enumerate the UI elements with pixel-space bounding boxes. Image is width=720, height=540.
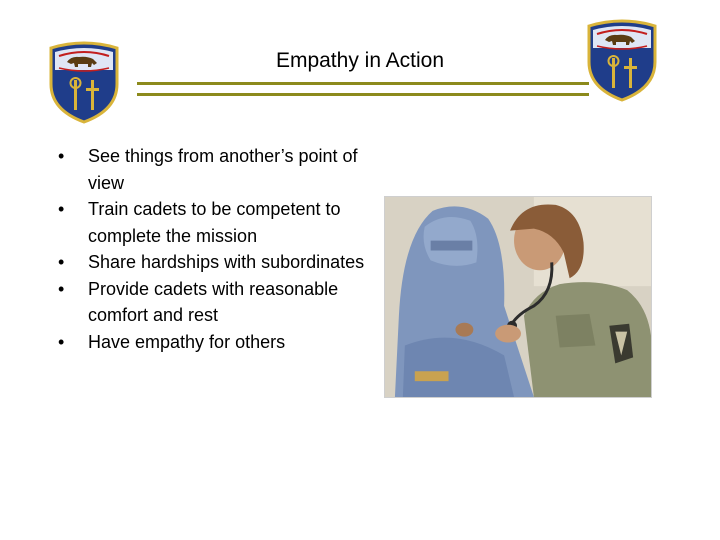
bullet-marker: • <box>58 146 65 166</box>
bullet-item <box>58 249 368 276</box>
bullet-item <box>58 196 368 249</box>
bullet-marker: • <box>58 199 65 219</box>
bullet-marker: • <box>58 252 65 272</box>
slide-title: Empathy in Action <box>275 49 445 72</box>
cadet-command-crest-icon <box>47 40 121 124</box>
bullet-item <box>58 329 368 356</box>
soldier-medic-photo <box>384 196 652 398</box>
bullet-item <box>58 276 368 329</box>
cadet-command-crest-icon <box>585 18 659 102</box>
bullet-text: Share hardships with subordinates <box>88 252 365 272</box>
bullet-list <box>58 143 368 355</box>
bullet-marker: • <box>58 278 65 299</box>
bullet-item <box>58 143 368 196</box>
bullet-text: Train cadets to be competent to complete the mission <box>88 199 341 246</box>
bullet-text: Provide cadets with reasonable comfort and rest <box>88 278 339 325</box>
title-rule-bottom <box>137 93 589 96</box>
bullet-text: See things from another’s point of view <box>88 146 358 193</box>
title-rule-top <box>137 82 589 85</box>
bullet-text: Have empathy for others <box>88 331 286 352</box>
bullet-marker: • <box>58 331 65 352</box>
